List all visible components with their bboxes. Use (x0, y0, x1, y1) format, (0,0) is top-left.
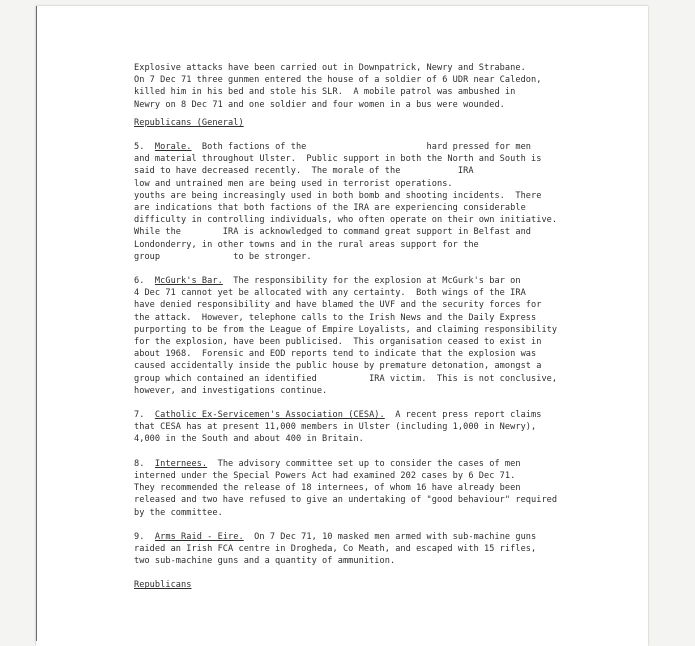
paragraph-number: 6. (134, 276, 145, 287)
intro-paragraph (134, 62, 644, 111)
text-line: youths are being increasingly used in both bomb and shooting incidents. There (134, 190, 542, 201)
paragraph-mcgurks-bar (134, 275, 644, 397)
text-line: for the explosion, have been publicised. This organisation ceased to exist in (134, 337, 542, 348)
paragraph-number: 5. (134, 142, 145, 153)
text-line: by the committee. (134, 507, 223, 518)
text-line: said to have decreased recently. The morale of the IRA (134, 166, 474, 177)
text-line: purporting to be from the League of Empire Loyalists, and claiming responsibility (134, 324, 558, 335)
text-line: low and untrained men are being used in terrorist operations. (134, 178, 453, 189)
paragraph-arms-raid (134, 531, 644, 568)
text-fragment: The advisory committee set up to consider the cases of men (207, 458, 521, 469)
text-line: On 7 Dec 71 three gunmen entered the house of a soldier of 6 UDR near Caledon, (134, 75, 542, 86)
text-line: group to be stronger. (134, 251, 312, 262)
text-line: raided an Irish FCA centre in Drogheda, Co Meath, and escaped with 15 rifles, (134, 543, 537, 554)
text-line: the attack. However, telephone calls to the Irish News and the Daily Express (134, 312, 537, 323)
text-line: killed him in his bed and stole his SLR. A mobile patrol was ambushed in (134, 87, 516, 98)
text-line: are indications that both factions of the IRA are experiencing considerable (134, 203, 526, 214)
paragraph-title: Internees. (154, 458, 208, 469)
section-heading-general: Republicans (General) (134, 117, 244, 128)
paragraph-title: Catholic Ex-Servicemen's Association (CESA). (154, 410, 385, 421)
text-line: have denied responsibility and have blamed the UVF and the security forces for (134, 300, 542, 311)
text-line: 4,000 in the South and about 400 in Britain. (134, 434, 364, 445)
paragraph-first-line (134, 275, 644, 287)
text-fragment: A recent press report claims (384, 410, 542, 421)
text-fragment: On 7 Dec 71, 10 masked men armed with sub-machine guns (243, 531, 537, 542)
text-line: Explosive attacks have been carried out in Downpatrick, Newry and Strabane. (134, 63, 526, 73)
paragraph-number: 7. (134, 410, 145, 421)
text-line: that CESA has at present 11,000 members in Ulster (including 1,000 in Newry), (134, 422, 537, 433)
text-line: difficulty in controlling individuals, who often operate on their own initiative. (134, 215, 558, 226)
text-line: group which contained an identified IRA victim. This is not conclusive, (134, 373, 558, 384)
paragraph-title: McGurk's Bar. (154, 276, 223, 287)
paragraph-morale (134, 141, 644, 263)
document-body (134, 62, 644, 592)
section-heading-republicans: Republicans (134, 580, 192, 591)
paragraph-first-line (134, 458, 644, 470)
text-fragment: The responsibility for the explosion at McGurk's bar on (222, 276, 521, 287)
paragraph-first-line (134, 141, 644, 153)
text-line: Newry on 8 Dec 71 and one soldier and four women in a bus were wounded. (134, 99, 505, 110)
text-line: however, and investigations continue. (134, 385, 328, 396)
paragraph-number: 8. (134, 458, 145, 469)
page-edge (36, 6, 37, 641)
paragraph-cesa (134, 409, 644, 446)
text-fragment: Both factions of the hard pressed for men (191, 142, 532, 153)
text-line: They recommended the release of 18 internees, of whom 16 have already been (134, 483, 521, 494)
text-line: about 1968. Forensic and EOD reports tend to indicate that the explosion was (134, 349, 537, 360)
paragraph-internees (134, 458, 644, 519)
paragraph-first-line (134, 409, 644, 421)
text-line: and material throughout Ulster. Public support in both the North and South is (134, 154, 542, 165)
paragraph-number: 9. (134, 531, 145, 542)
paragraph-title: Arms Raid - Eire. (154, 531, 244, 542)
text-line: 4 Dec 71 cannot yet be allocated with any certainty. Both wings of the IRA (134, 288, 526, 299)
text-line: two sub-machine guns and a quantity of ammunition. (134, 556, 396, 567)
text-line: Londonderry, in other towns and in the rural areas support for the (134, 239, 479, 250)
text-line: interned under the Special Powers Act had examined 202 cases by 6 Dec 71. (134, 470, 516, 481)
paragraph-title: Morale. (154, 142, 192, 153)
text-line: released and two have refused to give an undertaking of "good behaviour" required (134, 495, 558, 506)
text-line: caused accidentally inside the public house by premature detonation, amongst a (134, 361, 542, 372)
text-line: While the IRA is acknowledged to command great support in Belfast and (134, 227, 532, 238)
paragraph-first-line (134, 531, 644, 543)
